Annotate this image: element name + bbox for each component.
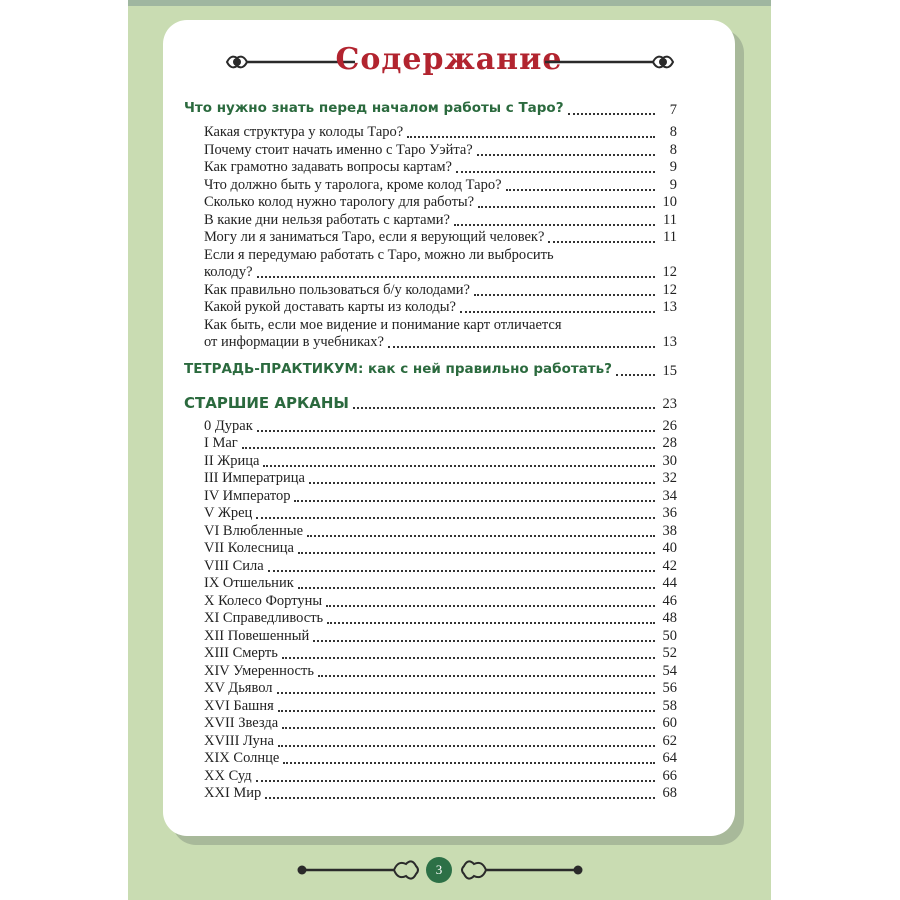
toc-leader-dots: [278, 708, 655, 712]
toc-leader-dots: [242, 445, 655, 449]
toc-page-number: 50: [662, 627, 677, 644]
toc-page-number: 34: [662, 487, 677, 504]
toc-entry-title: XXI Мир: [204, 785, 262, 801]
toc-entry-title: Какая структура у колоды Таро?: [204, 124, 404, 140]
toc-leader-dots: [256, 778, 655, 782]
toc-leader-dots: [460, 309, 655, 313]
toc-entry-title: Какой рукой доставать карты из колоды?: [204, 299, 456, 315]
toc-entry-title: Как правильно пользоваться б/у колодами?: [204, 281, 470, 298]
toc-page-number: 11: [663, 229, 677, 245]
toc-entry-title: X Колесо Фортуны: [204, 592, 323, 609]
toc-leader-dots: [313, 638, 655, 642]
toc-entry-title: Сколько колод нужно тарологу для работы?: [204, 194, 475, 210]
toc-page-number: 42: [662, 557, 677, 574]
toc-page-number: 13: [662, 334, 677, 350]
ornament-flourish-icon: [294, 858, 424, 882]
toc-entry-title: Что должно быть у таролога, кроме колод Таро?: [204, 176, 502, 193]
toc-entry-title: Если я передумаю работать с Таро, можно ли выбросить: [204, 246, 554, 263]
toc-entry-title: 0 Дурак: [204, 417, 253, 434]
toc-leader-dots: [568, 111, 655, 115]
page-number-badge: 3: [426, 857, 452, 883]
toc-leader-dots: [309, 480, 655, 484]
toc-leader-dots: [256, 515, 655, 519]
toc-entry-title: VIII Сила: [204, 557, 264, 574]
toc-entry-title: XIV Умеренность: [204, 662, 314, 679]
toc-entry-title: XV Дьявол: [204, 680, 273, 696]
toc-entry-title: XI Справедливость: [204, 610, 324, 626]
toc-leader-dots: [257, 428, 655, 432]
toc-entry-title: XVII Звезда: [204, 715, 279, 731]
toc-leader-dots: [353, 405, 655, 409]
toc-page-number: 9: [669, 176, 677, 193]
toc-entry-title: VI Влюбленные: [204, 522, 304, 539]
toc-page-number: 32: [662, 470, 677, 486]
toc-leader-dots: [263, 463, 655, 467]
toc-leader-dots: [318, 673, 655, 677]
toc-page-number: 8: [669, 124, 677, 140]
toc-entry-title: IV Император: [204, 487, 291, 504]
toc-page-number: 36: [662, 505, 677, 521]
toc-page-number: 10: [662, 194, 677, 210]
toc-entry-title: В какие дни нельзя работать с картами?: [204, 211, 450, 228]
toc-leader-dots: [283, 760, 655, 764]
toc-card: [163, 20, 735, 836]
toc-page-number: 30: [662, 452, 677, 469]
toc-leader-dots: [548, 239, 655, 243]
toc-page-number: 23: [662, 395, 677, 412]
toc-entry-title: XIX Солнце: [204, 750, 280, 766]
toc-leader-dots: [265, 795, 655, 799]
toc-leader-dots: [478, 204, 655, 208]
toc-entry-title: колоду?: [204, 264, 253, 280]
toc-page-number: 56: [662, 680, 677, 696]
toc-leader-dots: [298, 550, 655, 554]
toc-page-number: 62: [662, 732, 677, 749]
toc-page-number: 12: [662, 281, 677, 298]
toc-entry-title: XII Повешенный: [204, 627, 310, 644]
toc-page-number: 60: [662, 715, 677, 731]
toc-leader-dots: [454, 222, 655, 226]
toc-section-title: Что нужно знать перед началом работы с Таро?: [184, 100, 564, 116]
page-title: Содержание: [335, 42, 563, 77]
toc-leader-dots: [257, 274, 655, 278]
ornament-flourish-icon: [537, 50, 677, 74]
toc-entry-title: II Жрица: [204, 452, 260, 469]
title-row: [163, 42, 735, 82]
toc-leader-dots: [278, 743, 655, 747]
toc-page-number: 38: [662, 522, 677, 539]
toc-page-number: 13: [662, 299, 677, 315]
toc-leader-dots: [326, 603, 655, 607]
toc-leader-dots: [474, 292, 655, 296]
toc-section-title: СТАРШИЕ АРКАНЫ: [184, 393, 349, 412]
toc-page-number: 26: [662, 417, 677, 434]
toc-page-number: 44: [662, 575, 677, 591]
toc-page-number: 46: [662, 592, 677, 609]
toc-entry-title: Почему стоит начать именно с Таро Уэйта?: [204, 141, 473, 158]
toc-entry-title: Могу ли я заниматься Таро, если я верующий человек?: [204, 229, 545, 245]
toc-entry-title: VII Колесница: [204, 540, 294, 556]
toc-entry-title: I Маг: [204, 435, 238, 451]
toc-page-number: 66: [662, 767, 677, 784]
toc-page-number: 58: [662, 697, 677, 714]
toc-leader-dots: [268, 568, 655, 572]
toc-leader-dots: [277, 690, 655, 694]
toc-leader-dots: [282, 655, 655, 659]
toc-page-number: 11: [663, 211, 677, 228]
toc-entry-title: III Императрица: [204, 470, 305, 486]
toc-entry-title: Как грамотно задавать вопросы картам?: [204, 159, 452, 175]
toc-page-number: 68: [662, 785, 677, 801]
toc-leader-dots: [282, 725, 655, 729]
toc-page-number: 15: [662, 362, 677, 379]
toc-leader-dots: [456, 169, 655, 173]
toc-leader-dots: [294, 498, 655, 502]
page-top-strip: [128, 0, 771, 6]
toc-leader-dots: [307, 533, 655, 537]
toc-entry-title: XVIII Луна: [204, 732, 274, 749]
toc-page-number: 8: [669, 141, 677, 158]
toc-page-number: 52: [662, 645, 677, 661]
toc-leader-dots: [616, 372, 655, 376]
toc-page-number: 54: [662, 662, 677, 679]
toc-entry-title: от информации в учебниках?: [204, 334, 384, 350]
toc-page-number: 64: [662, 750, 677, 766]
toc-entry-title: Как быть, если мое видение и понимание карт отличается: [204, 316, 562, 333]
toc-leader-dots: [298, 585, 655, 589]
toc-page-number: 28: [662, 435, 677, 451]
toc-leader-dots: [327, 620, 655, 624]
toc-entry-title: XIII Смерть: [204, 645, 278, 661]
toc-leader-dots: [407, 134, 655, 138]
toc-page-number: 12: [662, 264, 677, 280]
toc-entry-title: XVI Башня: [204, 697, 274, 714]
toc-page-number: 9: [669, 159, 677, 175]
toc-page-number: 40: [662, 540, 677, 556]
toc-entry-title: XX Суд: [204, 767, 252, 784]
page-footer: [128, 850, 771, 890]
toc-leader-dots: [388, 344, 655, 348]
toc-entry-title: V Жрец: [204, 505, 253, 521]
ornament-flourish-icon: [456, 858, 586, 882]
toc-leader-dots: [506, 187, 655, 191]
toc-leader-dots: [477, 152, 655, 156]
toc-page-number: 7: [669, 102, 677, 118]
toc-entry-title: IX Отшельник: [204, 575, 294, 591]
toc-section-title: ТЕТРАДЬ-ПРАКТИКУМ: как с ней правильно работать?: [184, 360, 612, 377]
toc-page-number: 48: [662, 610, 677, 626]
